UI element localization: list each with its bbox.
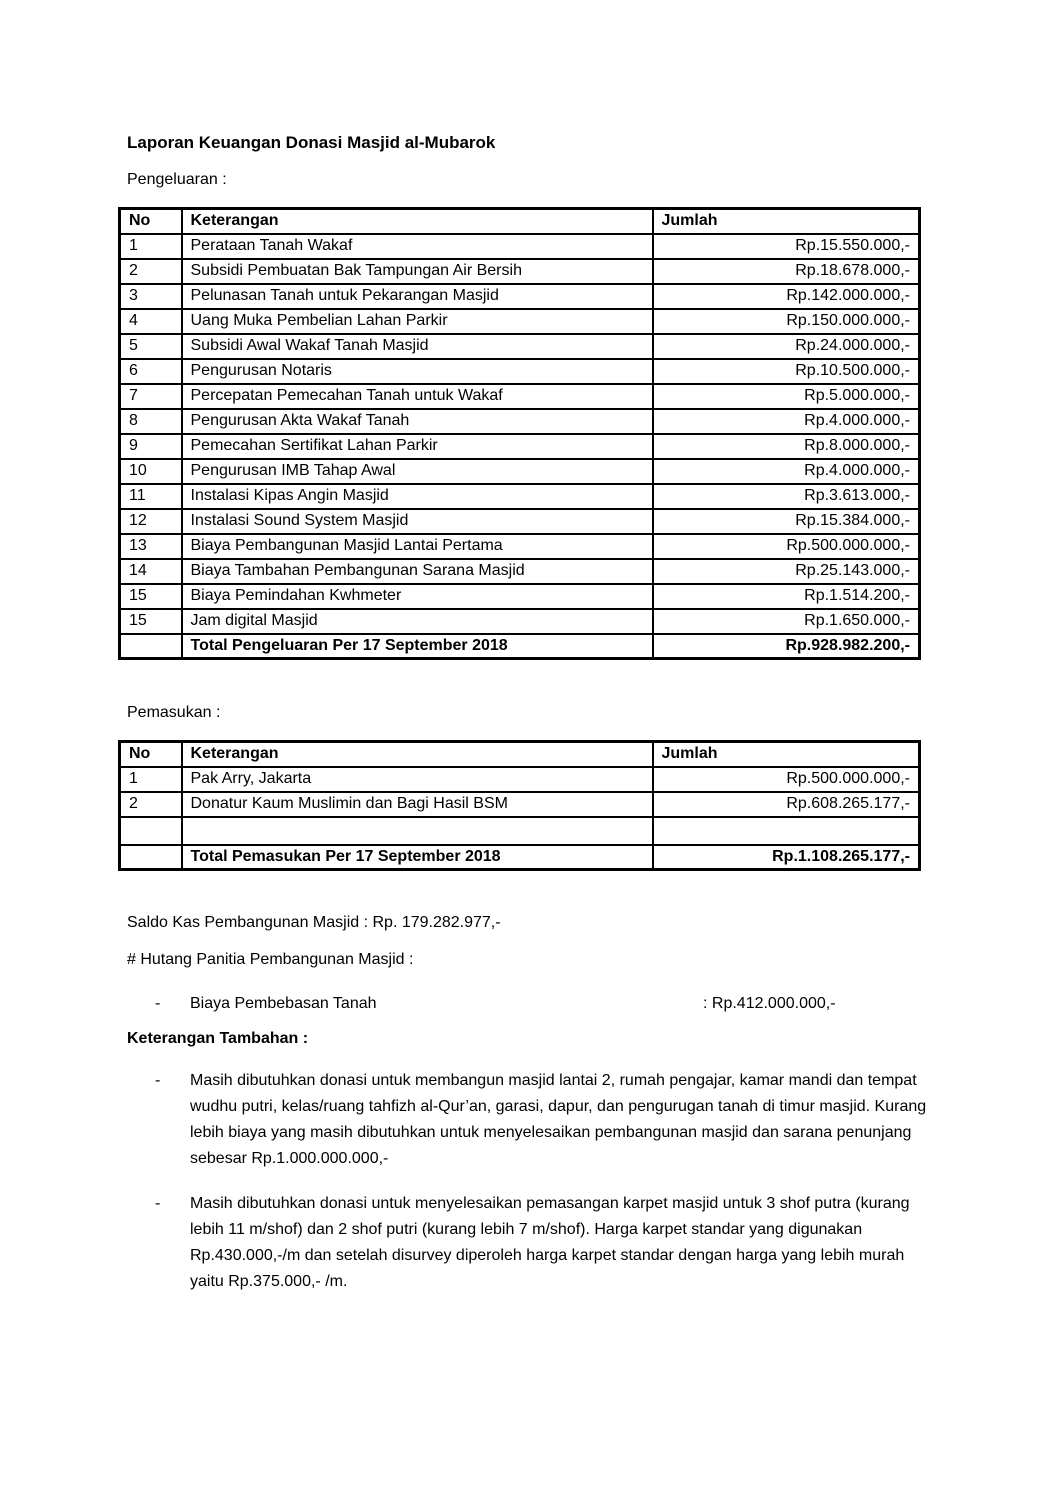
table-row: [120, 534, 920, 559]
cell-keterangan: Pengurusan Akta Wakaf Tanah: [182, 409, 653, 434]
table-row: [120, 609, 920, 634]
cell-no: 12: [120, 509, 182, 534]
cell-no: 13: [120, 534, 182, 559]
cell-jumlah: Rp.5.000.000,-: [653, 384, 920, 409]
table-row: [120, 509, 920, 534]
cell-no: 11: [120, 484, 182, 509]
cell-no: 5: [120, 334, 182, 359]
cell-jumlah: Rp.500.000.000,-: [653, 767, 920, 792]
cell-keterangan: Pengurusan Notaris: [182, 359, 653, 384]
note-item: [118, 1068, 938, 1172]
cell-no: 14: [120, 559, 182, 584]
cell-keterangan: Subsidi Pembuatan Bak Tampungan Air Bersih: [182, 259, 653, 284]
column-header-jumlah: Jumlah: [653, 209, 920, 234]
column-header-no: No: [120, 742, 182, 767]
cell-no: 10: [120, 459, 182, 484]
cell-no: 3: [120, 284, 182, 309]
cell-keterangan: Biaya Pembangunan Masjid Lantai Pertama: [182, 534, 653, 559]
cell-jumlah: Rp.142.000.000,-: [653, 284, 920, 309]
notes-heading: Keterangan Tambahan :: [127, 1030, 309, 1047]
cell-keterangan: Instalasi Sound System Masjid: [182, 509, 653, 534]
cell-keterangan: Percepatan Pemecahan Tanah untuk Wakaf: [182, 384, 653, 409]
expenses-total-label: Total Pengeluaran Per 17 September 2018: [182, 634, 653, 659]
cell-no: 2: [120, 792, 182, 817]
column-header-keterangan: Keterangan: [182, 742, 653, 767]
table-row: [120, 284, 920, 309]
expenses-table: [118, 207, 921, 660]
table-row: [120, 259, 920, 284]
expenses-section-label: Pengeluaran :: [127, 171, 227, 188]
note-text: Masih dibutuhkan donasi untuk membangun masjid lantai 2, rumah pengajar, kamar mandi dan tempat wudhu putri, kelas/ruang tahfizh al-Qur’an, garasi, dapur, dan pengurugan tanah di timur masjid. Kurang lebih biaya yang masih dibutuhkan untuk menyelesaikan pembangunan masjid dan sarana penunjang sebesar Rp.1.000.000.000,-: [190, 1072, 927, 1167]
document-title: Laporan Keuangan Donasi Masjid al-Mubarok: [127, 133, 496, 152]
cell-no: 15: [120, 609, 182, 634]
cell-no: 1: [120, 767, 182, 792]
cell-keterangan: Jam digital Masjid: [182, 609, 653, 634]
cell-keterangan: Pengurusan IMB Tahap Awal: [182, 459, 653, 484]
cell-jumlah: Rp.500.000.000,-: [653, 534, 920, 559]
cell-jumlah: Rp.10.500.000,-: [653, 359, 920, 384]
dash-marker: -: [155, 1195, 161, 1212]
note-text: Masih dibutuhkan donasi untuk menyelesaikan pemasangan karpet masjid untuk 3 shof putra (kurang lebih 11 m/shof) dan 2 shof putri (kurang lebih 7 m/shof). Harga karpet standar yang digunakan Rp.430.000,-/m dan setelah disurvey diperoleh harga karpet standar dengan harga yang lebih murah yaitu Rp.375.000,- /m.: [190, 1195, 910, 1290]
cell-keterangan: Pak Arry, Jakarta: [182, 767, 653, 792]
cell-jumlah: [653, 817, 920, 845]
cell-jumlah: Rp.608.265.177,-: [653, 792, 920, 817]
cell-jumlah: Rp.25.143.000,-: [653, 559, 920, 584]
column-header-no: No: [120, 209, 182, 234]
cell-no: 7: [120, 384, 182, 409]
cell-keterangan: Pemecahan Sertifikat Lahan Parkir: [182, 434, 653, 459]
cell-no: 2: [120, 259, 182, 284]
cell-jumlah: Rp.4.000.000,-: [653, 459, 920, 484]
table-row: [120, 559, 920, 584]
table-row: [120, 309, 920, 334]
income-section-label: Pemasukan :: [127, 704, 221, 721]
table-row: [120, 384, 920, 409]
table-row: [120, 234, 920, 259]
table-row: [120, 792, 920, 817]
cell-keterangan: Biaya Tambahan Pembangunan Sarana Masjid: [182, 559, 653, 584]
expenses-header-row: [120, 209, 920, 234]
income-table: [118, 740, 921, 871]
cell-jumlah: Rp.8.000.000,-: [653, 434, 920, 459]
table-row: [120, 334, 920, 359]
cell-keterangan: Biaya Pemindahan Kwhmeter: [182, 584, 653, 609]
cell-jumlah: Rp.24.000.000,-: [653, 334, 920, 359]
expenses-total-value: Rp.928.982.200,-: [653, 634, 920, 659]
debt-heading: # Hutang Panitia Pembangunan Masjid :: [127, 951, 414, 968]
cell-no: [120, 845, 182, 870]
cell-jumlah: Rp.3.613.000,-: [653, 484, 920, 509]
table-row: [120, 434, 920, 459]
cell-keterangan: Perataan Tanah Wakaf: [182, 234, 653, 259]
debt-item: [118, 993, 938, 1015]
cell-no: 4: [120, 309, 182, 334]
cell-keterangan: Uang Muka Pembelian Lahan Parkir: [182, 309, 653, 334]
debt-item-value: : Rp.412.000.000,-: [703, 995, 836, 1012]
dash-marker: -: [155, 995, 161, 1012]
table-row: [120, 459, 920, 484]
table-row: [120, 584, 920, 609]
cell-no: [120, 634, 182, 659]
income-total-label: Total Pemasukan Per 17 September 2018: [182, 845, 653, 870]
dash-marker: -: [155, 1072, 161, 1089]
cell-keterangan: Pelunasan Tanah untuk Pekarangan Masjid: [182, 284, 653, 309]
cell-jumlah: Rp.15.384.000,-: [653, 509, 920, 534]
saldo-line: Saldo Kas Pembangunan Masjid : Rp. 179.282.977,-: [127, 914, 501, 931]
cell-jumlah: Rp.1.650.000,-: [653, 609, 920, 634]
cell-jumlah: Rp.1.514.200,-: [653, 584, 920, 609]
cell-no: 6: [120, 359, 182, 384]
table-row: [120, 767, 920, 792]
table-empty-row: [120, 817, 920, 845]
table-row: [120, 484, 920, 509]
cell-jumlah: Rp.15.550.000,-: [653, 234, 920, 259]
note-item: [118, 1191, 938, 1295]
cell-keterangan: [182, 817, 653, 845]
cell-no: 9: [120, 434, 182, 459]
cell-keterangan: Instalasi Kipas Angin Masjid: [182, 484, 653, 509]
cell-jumlah: Rp.150.000.000,-: [653, 309, 920, 334]
expenses-total-row: [120, 634, 920, 659]
table-row: [120, 359, 920, 384]
income-total-row: [120, 845, 920, 870]
column-header-jumlah: Jumlah: [653, 742, 920, 767]
cell-keterangan: Donatur Kaum Muslimin dan Bagi Hasil BSM: [182, 792, 653, 817]
cell-keterangan: Subsidi Awal Wakaf Tanah Masjid: [182, 334, 653, 359]
cell-no: 8: [120, 409, 182, 434]
cell-no: 1: [120, 234, 182, 259]
cell-jumlah: Rp.4.000.000,-: [653, 409, 920, 434]
income-total-value: Rp.1.108.265.177,-: [653, 845, 920, 870]
income-header-row: [120, 742, 920, 767]
debt-item-label: Biaya Pembebasan Tanah: [190, 995, 377, 1012]
column-header-keterangan: Keterangan: [182, 209, 653, 234]
cell-no: 15: [120, 584, 182, 609]
cell-no: [120, 817, 182, 845]
cell-jumlah: Rp.18.678.000,-: [653, 259, 920, 284]
table-row: [120, 409, 920, 434]
